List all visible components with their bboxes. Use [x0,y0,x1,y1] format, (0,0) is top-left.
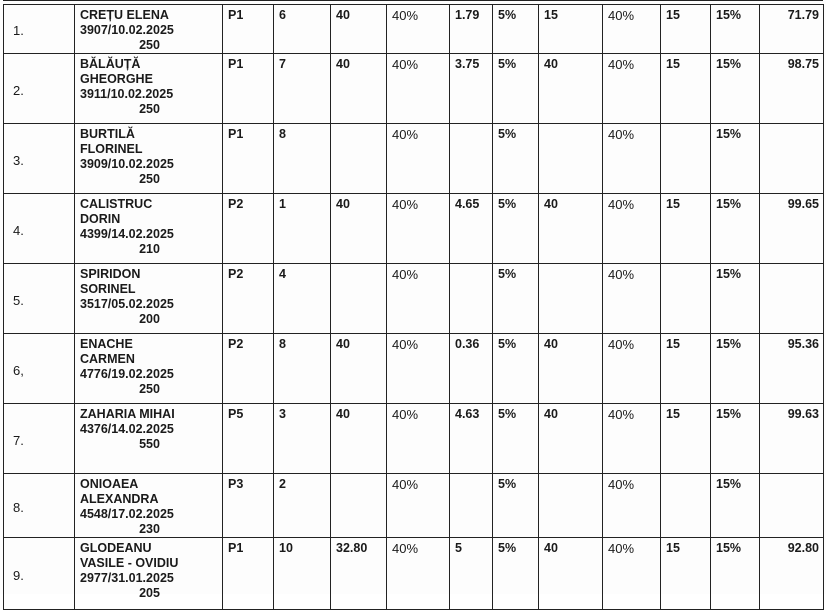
cell-pct2: 5% [493,194,539,264]
cell-total: 71.79 [760,5,824,54]
cell-v4: 15 [661,334,711,404]
table-row [4,404,824,474]
person-line: GLODEANU [80,541,152,555]
person-line: 4548/17.02.2025 [80,507,174,521]
cell-pct3: 40% [603,124,661,194]
person-line: BĂLĂUȚĂ [80,57,141,71]
cell-total: 98.75 [760,54,824,124]
cell-v2 [450,264,493,334]
cell-v2 [450,124,493,194]
cell-pct1: 40% [387,5,450,54]
cell-v2: 0.36 [450,334,493,404]
cell-pct2: 5% [493,124,539,194]
person-cell [75,538,223,610]
cell-pct4: 15% [711,194,760,264]
person-line: 3911/10.02.2025 [80,87,174,101]
table-row [4,194,824,264]
cell-pct2: 5% [493,264,539,334]
cell-v4: 15 [661,404,711,474]
table-row [4,334,824,404]
amount: 205 [139,586,160,600]
person-cell [75,404,223,474]
cell-pct1: 40% [387,264,450,334]
person-line: GHEORGHE [80,72,153,86]
cell-v4: 15 [661,5,711,54]
cell-n: 8 [274,124,331,194]
cell-v2: 4.63 [450,404,493,474]
cell-n: 3 [274,404,331,474]
cell-v1: 40 [331,54,387,124]
cell-v1: 40 [331,5,387,54]
cell-pct4: 15% [711,474,760,538]
cell-pct3: 40% [603,264,661,334]
cell-v3 [539,474,603,538]
amount: 210 [139,242,160,256]
cell-p: P2 [223,264,274,334]
cell-pct4: 15% [711,538,760,610]
cell-n: 8 [274,334,331,404]
person-cell [75,194,223,264]
cell-pct4: 15% [711,334,760,404]
cell-pct2: 5% [493,404,539,474]
cell-v1 [331,124,387,194]
cell-pct2: 5% [493,334,539,404]
cell-v1: 40 [331,194,387,264]
cell-v3: 40 [539,538,603,610]
cell-v4: 15 [661,194,711,264]
person-line: SPIRIDON [80,267,141,281]
cell-pct3: 40% [603,538,661,610]
cell-pct4: 15% [711,54,760,124]
cell-v1: 40 [331,404,387,474]
cell-v4 [661,474,711,538]
person-line: 3909/10.02.2025 [80,157,174,171]
cell-pct1: 40% [387,194,450,264]
cell-total [760,124,824,194]
cell-pct1: 40% [387,334,450,404]
cell-pct4: 15% [711,264,760,334]
person-line: CARMEN [80,352,135,366]
cell-n: 10 [274,538,331,610]
cell-n: 4 [274,264,331,334]
table-row [4,54,824,124]
cell-v3: 40 [539,334,603,404]
cell-v4 [661,264,711,334]
cell-pct4: 15% [711,5,760,54]
person-line: VASILE - OVIDIU [80,556,179,570]
person-line: SORINEL [80,282,136,296]
cell-v3: 40 [539,54,603,124]
person-cell [75,264,223,334]
cell-pct1: 40% [387,538,450,610]
table-row [4,264,824,334]
cell-v3: 15 [539,5,603,54]
cell-p: P1 [223,538,274,610]
cell-total [760,264,824,334]
cell-pct3: 40% [603,54,661,124]
table-row [4,538,824,610]
cell-n: 6 [274,5,331,54]
person-line: 3907/10.02.2025 [80,23,174,37]
person-cell [75,334,223,404]
cell-total [760,474,824,538]
amount: 250 [139,38,160,52]
cell-p: P2 [223,334,274,404]
cell-total: 95.36 [760,334,824,404]
cell-v3: 40 [539,194,603,264]
cell-pct1: 40% [387,124,450,194]
cell-v2 [450,474,493,538]
row-number: 2. [4,54,75,124]
cell-n: 7 [274,54,331,124]
person-line: CALISTRUC [80,197,153,211]
table-row [4,124,824,194]
row-number: 3. [4,124,75,194]
person-line: 4399/14.02.2025 [80,227,174,241]
cell-pct3: 40% [603,404,661,474]
cell-pct3: 40% [603,474,661,538]
cell-p: P5 [223,404,274,474]
row-number: 6, [4,334,75,404]
cell-v1: 32.80 [331,538,387,610]
cell-pct2: 5% [493,54,539,124]
cell-v3 [539,124,603,194]
person-cell [75,124,223,194]
row-number: 4. [4,194,75,264]
person-line: 4776/19.02.2025 [80,367,174,381]
cell-v2: 1.79 [450,5,493,54]
cell-v2: 4.65 [450,194,493,264]
cell-v2: 3.75 [450,54,493,124]
table-body [4,5,824,610]
person-cell [75,474,223,538]
person-line: BURTILĂ [80,127,135,141]
cell-pct2: 5% [493,474,539,538]
amount: 550 [139,437,160,451]
cell-pct4: 15% [711,124,760,194]
cell-total: 92.80 [760,538,824,610]
person-line: ENACHE [80,337,133,351]
person-line: CREȚU ELENA [80,8,169,22]
cell-v3 [539,264,603,334]
cell-n: 1 [274,194,331,264]
cell-v4: 15 [661,54,711,124]
table-row [4,5,824,54]
person-line: FLORINEL [80,142,143,156]
cell-total: 99.63 [760,404,824,474]
cell-v1: 40 [331,334,387,404]
cell-pct2: 5% [493,5,539,54]
cell-v1 [331,474,387,538]
amount: 250 [139,382,160,396]
results-table [3,4,824,610]
cell-v4: 15 [661,538,711,610]
cell-p: P1 [223,5,274,54]
person-cell [75,54,223,124]
row-number: 5. [4,264,75,334]
cell-p: P2 [223,194,274,264]
person-line: ZAHARIA MIHAI [80,407,175,421]
cell-v3: 40 [539,404,603,474]
cell-pct1: 40% [387,474,450,538]
amount: 200 [139,312,160,326]
cell-v4 [661,124,711,194]
row-number: 8. [4,474,75,538]
cell-pct3: 40% [603,194,661,264]
row-number: 1. [4,5,75,54]
cell-v2: 5 [450,538,493,610]
person-line: 2977/31.01.2025 [80,571,174,585]
cell-pct2: 5% [493,538,539,610]
cell-pct3: 40% [603,334,661,404]
cell-p: P1 [223,124,274,194]
person-cell [75,5,223,54]
amount: 250 [139,102,160,116]
amount: 230 [139,522,160,536]
cell-n: 2 [274,474,331,538]
person-line: DORIN [80,212,121,226]
cell-p: P1 [223,54,274,124]
cell-total: 99.65 [760,194,824,264]
person-line: ONIOAEA [80,477,139,491]
cell-pct1: 40% [387,54,450,124]
table-row [4,474,824,538]
amount: 250 [139,172,160,186]
person-line: 3517/05.02.2025 [80,297,174,311]
cell-pct1: 40% [387,404,450,474]
cell-p: P3 [223,474,274,538]
cell-pct4: 15% [711,404,760,474]
cell-pct3: 40% [603,5,661,54]
person-line: ALEXANDRA [80,492,159,506]
row-number: 9. [4,538,75,610]
cell-v1 [331,264,387,334]
person-line: 4376/14.02.2025 [80,422,174,436]
row-number: 7. [4,404,75,474]
